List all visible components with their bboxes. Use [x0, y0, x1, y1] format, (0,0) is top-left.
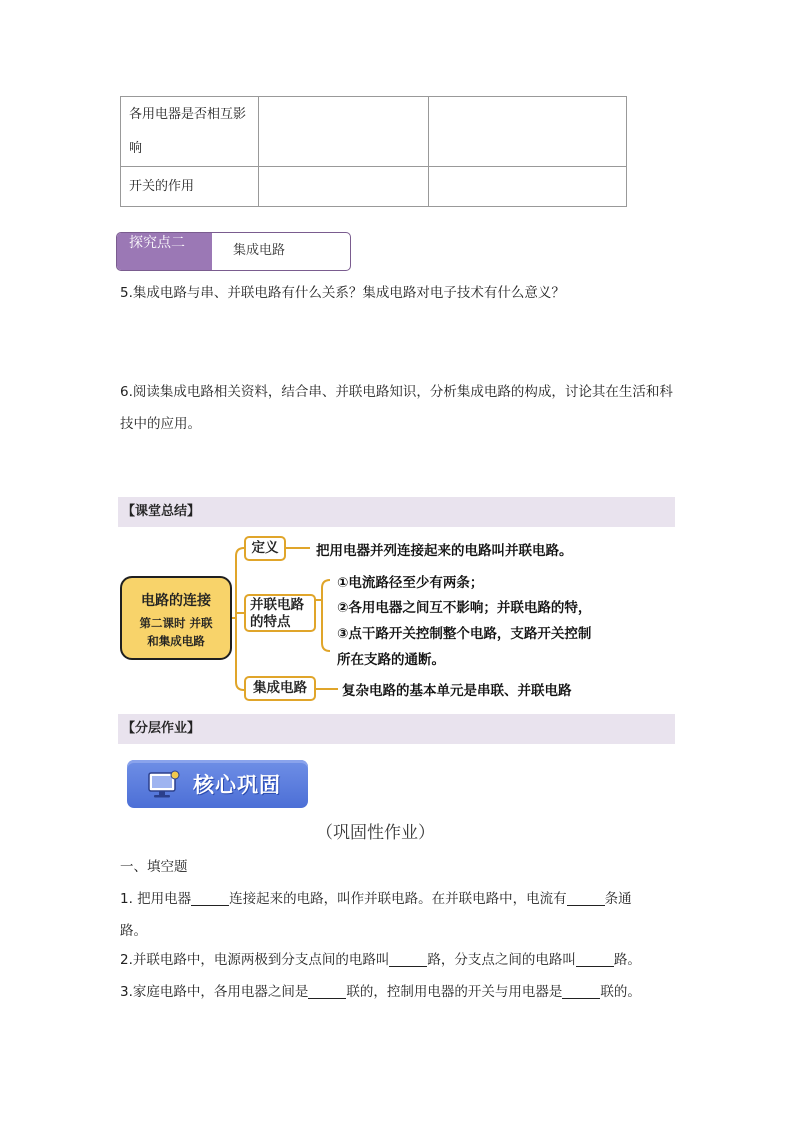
fill-blank-section-title: 一、填空题 [120, 859, 188, 875]
mindmap-feature-3: ③点干路开关控制整个电路，支路开关控制 [337, 626, 592, 642]
mindmap-center-node [120, 576, 232, 660]
core-banner [127, 760, 308, 808]
mindmap-features-label-1: 并联电路 [250, 597, 304, 613]
fill-blank-question-2: 2.并联电路中，电源两极到分支点间的电路叫 路，分支点之间的电路叫 路。 [120, 952, 641, 968]
question-6: 6.阅读集成电路相关资料，结合串、并联电路知识，分析集成电路的构成，讨论其在生活和科技中的应用。 [120, 384, 673, 432]
question-5: 5.集成电路与串、并联电路有什么关系？集成电路对电子技术有什么意义？ [120, 285, 565, 301]
mindmap-center-subtitle-2: 和集成电路 [147, 634, 205, 648]
fill-blank-question-1: 1. 把用电器 连接起来的电路，叫作并联电路。在并联电路中，电流有 条通 路。 [120, 891, 632, 939]
answer-blank [567, 904, 605, 906]
fill-blank-question-3: 3.家庭电路中，各用电器之间是 联的，控制用电器的开关与用电器是 联的。 [120, 984, 641, 1000]
row-label: 开关的作用 [121, 167, 259, 207]
inquiry-point-tag: 探究点二 [117, 233, 212, 270]
inquiry-point-title: 集成电路 [233, 243, 286, 258]
answer-blank [191, 904, 229, 906]
mindmap-center-title: 电路的连接 [141, 593, 211, 609]
mindmap-definition-text: 把用电器并列连接起来的电路叫并联电路。 [316, 543, 573, 559]
core-banner-title: 核心巩固 [193, 773, 281, 797]
homework-header: 【分层作业】 [118, 714, 675, 744]
answer-blank [562, 997, 600, 999]
answer-blank [389, 965, 427, 967]
mindmap-feature-4: 所在支路的通断。 [337, 652, 445, 668]
mindmap-features-label-2: 的特点 [250, 614, 291, 630]
mindmap-center-subtitle-1: 第二课时 并联 [139, 616, 213, 630]
mindmap-ic-text: 复杂电路的基本单元是串联、并联电路 [342, 683, 572, 699]
mindmap-node-ic: 集成电路 [244, 676, 316, 701]
homework-subtitle: （巩固性作业） [316, 823, 435, 843]
mindmap-feature-2: ②各用电器之间互不影响；并联电路的特， [337, 600, 592, 616]
row-label: 各用电器是否相互影响 [121, 97, 259, 167]
mindmap-feature-1: ①电流路径至少有两条； [337, 575, 484, 591]
summary-header: 【课堂总结】 [118, 497, 675, 527]
mindmap-node-features [244, 594, 316, 632]
mindmap-node-definition: 定义 [244, 536, 286, 561]
answer-blank [576, 965, 614, 967]
computer-icon [145, 769, 181, 801]
answer-blank [308, 997, 346, 999]
